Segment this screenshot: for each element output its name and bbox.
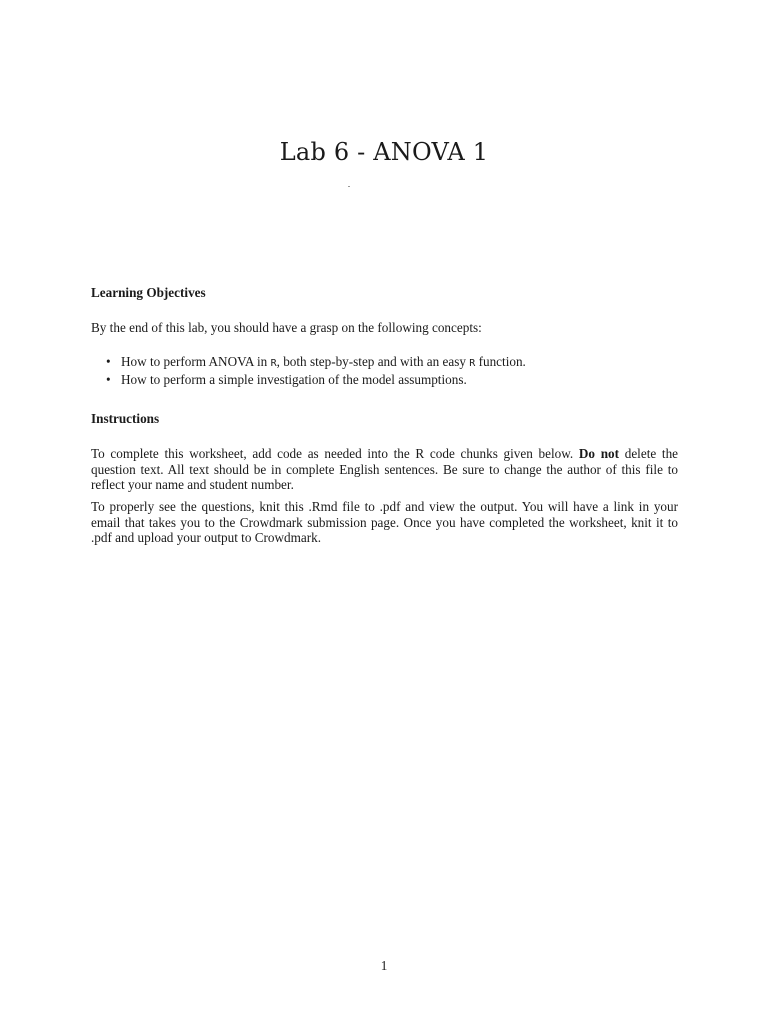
bullet-icon: • xyxy=(106,354,111,369)
objective-text-after: function. xyxy=(475,354,526,369)
instructions-emphasis: Do not xyxy=(578,446,620,461)
instructions-text: To complete this worksheet, add code as needed into the R code chunks given below. xyxy=(91,446,579,461)
instructions-heading: Instructions xyxy=(91,411,160,426)
list-item xyxy=(91,354,678,372)
code-r: R xyxy=(469,358,476,369)
instructions-paragraph-2: To properly see the questions, knit this .Rmd file to .pdf and view the output. You will have a link in your email that takes you to the Crowdmark submission page. Once you have completed the worksheet, knit it to .pdf and upload your output to Crowdmark. xyxy=(91,499,678,545)
page-number: 1 xyxy=(380,958,388,973)
objective-text-middle: , both step-by-step and with an easy xyxy=(276,354,470,369)
learning-objectives-list xyxy=(91,354,678,388)
bullet-icon: • xyxy=(106,372,111,387)
code-r: R xyxy=(270,358,277,369)
learning-objectives-intro: By the end of this lab, you should have a grasp on the following concepts: xyxy=(91,320,482,335)
author-placeholder-mark xyxy=(348,186,350,187)
objective-text-before: How to perform ANOVA in xyxy=(121,354,271,369)
objective-text: How to perform a simple investigation of the model assumptions. xyxy=(121,372,467,387)
document-title: Lab 6 - ANOVA 1 xyxy=(279,138,489,166)
instructions-paragraph-1 xyxy=(91,446,678,493)
learning-objectives-heading: Learning Objectives xyxy=(91,285,206,300)
list-item xyxy=(91,372,678,388)
instructions-text: delete the question text. All text should be in complete English sentences. Be sure to change the author of this file to reflect your name and student number. xyxy=(91,446,679,492)
